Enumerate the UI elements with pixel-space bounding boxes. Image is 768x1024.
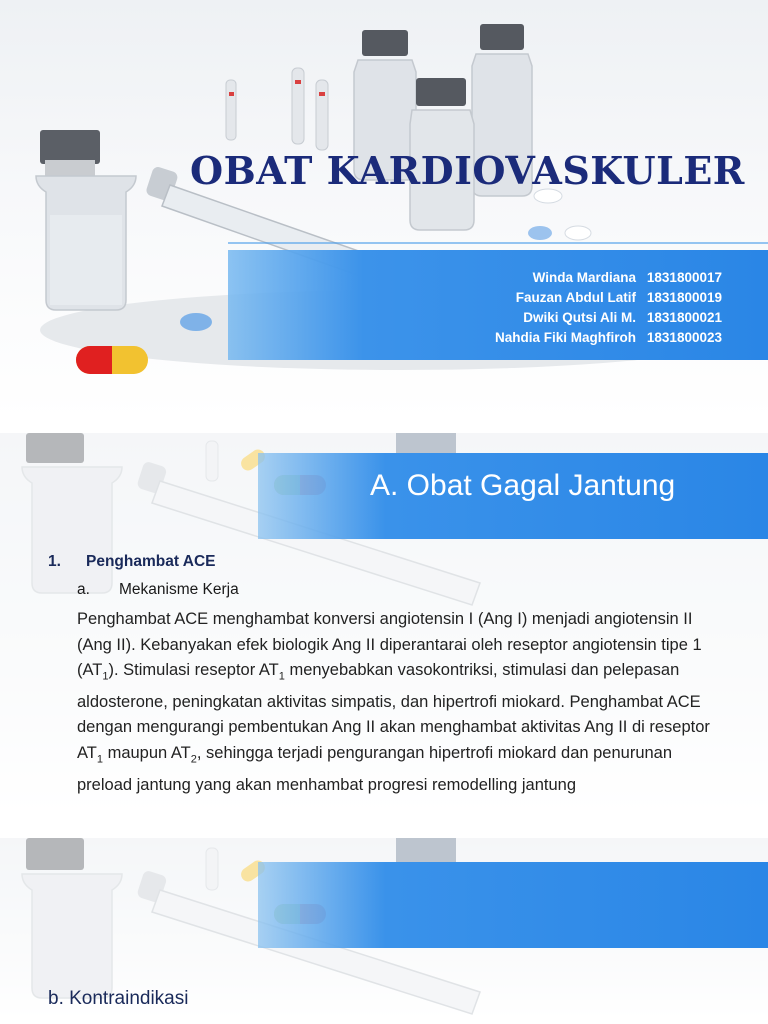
subscript: 1 (278, 670, 285, 683)
author-name: Nahdia Fiki Maghfiroh (494, 330, 636, 345)
pill-icon (565, 226, 591, 240)
paragraph-text: maupun AT (103, 743, 191, 762)
slide-body (48, 553, 728, 798)
subscript: 1 (102, 670, 109, 683)
vial-icon (36, 130, 136, 310)
presentation-title: OBAT KARDIOVASKULER (190, 148, 745, 193)
author-list (495, 268, 722, 348)
subscript: 2 (190, 753, 197, 766)
sublist-letter: a. (77, 581, 90, 598)
list-item (48, 553, 728, 571)
author-id: 1831800017 (646, 270, 722, 285)
list-label: Penghambat ACE (86, 553, 216, 570)
body-paragraph (77, 607, 727, 798)
author-name: Dwiki Qutsi Ali M. (523, 310, 636, 325)
paragraph-text: , sehingga terjadi pengurangan hipertrofi miokard dan penurunan preload jantung yang akan menhambat progresi remodelling jantung (77, 743, 673, 794)
slide-content (0, 433, 768, 825)
sublist-item (77, 581, 728, 599)
pill-icon (180, 313, 212, 331)
author-row (495, 288, 722, 308)
author-row (495, 328, 722, 348)
pill-icon (528, 226, 552, 240)
ampoule-icon (226, 68, 328, 150)
section-heading: A. Obat Gagal Jantung (370, 469, 676, 502)
heading-band (258, 862, 768, 948)
section-heading: b. Kontraindikasi (48, 988, 189, 1009)
title-band-line (228, 242, 768, 244)
list-number: 1. (48, 553, 61, 570)
subscript: 1 (96, 753, 103, 766)
paragraph-text: ). Stimulasi reseptor AT (108, 661, 279, 679)
slide-content (0, 838, 768, 1024)
paragraph-text: menyebabkan vasokontriksi, stimulasi dan pelepasan aldosterone, peningkatan aktivitas simpatis, dan hipertrofi miokard. Penghambat ACE dengan mengurangi pembentukan Ang II akan menghambat aktivitas Ang II di reseptor AT (77, 661, 710, 762)
author-id: 1831800019 (646, 290, 722, 305)
author-name: Winda Mardiana (532, 270, 636, 285)
author-id: 1831800021 (646, 310, 722, 325)
author-name: Fauzan Abdul Latif (515, 290, 636, 305)
author-row (495, 268, 722, 288)
sublist-label: Mekanisme Kerja (119, 581, 239, 598)
capsule-icon (76, 346, 148, 374)
slide-title (0, 0, 768, 420)
author-row (495, 308, 722, 328)
author-id: 1831800023 (646, 330, 722, 345)
paragraph-text: Penghambat ACE menghambat konversi angiotensin I (Ang I) menjadi angiotensin II (Ang II). Kebanyakan efek biologik Ang II diperantarai oleh reseptor angiotensin tipe 1 (AT (77, 610, 702, 679)
